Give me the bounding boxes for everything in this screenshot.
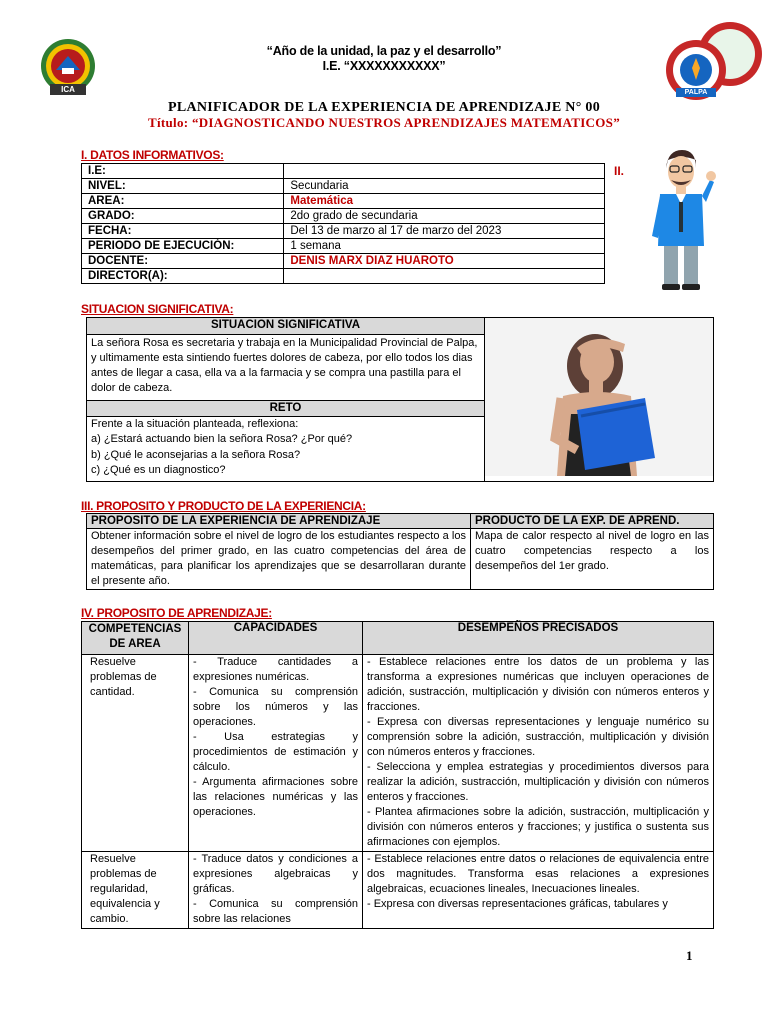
desempeno-item: - Plantea afirmaciones sobre la adición, sustracción, multiplicación y división con números enteros y fracciones; y justifica o sustenta sus afirmaciones con ejemplos. xyxy=(367,806,709,848)
info-key: DIRECTOR(A): xyxy=(82,269,284,284)
reto-line: Frente a la situación planteada, reflexiona: xyxy=(91,417,299,430)
capacidad-item: - Comunica su comprensión sobre las relaciones xyxy=(193,898,358,925)
desempeno-item: - Establece relaciones entre datos o relaciones de equivalencia entre dos magnitudes. Transforma esas relaciones a expresiones algebraicas, ecuaciones lineales, Inecuaciones lineales. xyxy=(367,853,709,895)
page-number: 1 xyxy=(686,948,693,963)
header-desempenos: DESEMPEÑOS PRECISADOS xyxy=(363,622,714,655)
header-competencias: COMPETENCIAS DE AREA xyxy=(82,622,189,655)
section2-side-label: II. xyxy=(614,164,625,178)
aprendizaje-table xyxy=(81,621,714,929)
capacidad-item: - Argumenta afirmaciones sobre las relaciones numéricas y las operaciones. xyxy=(193,776,358,818)
proposito-header: PROPOSITO DE LA EXPERIENCIA DE APRENDIZAJE xyxy=(87,514,471,529)
reto-header: RETO xyxy=(87,401,485,417)
reto-line: a) ¿Estará actuando bien la señora Rosa? ¿Por qué? xyxy=(91,433,353,446)
desempeno-item: - Expresa con diversas representaciones gráficas, tabulares y xyxy=(367,898,668,910)
subtitle-text: “DIAGNOSTICANDO NUESTROS APRENDIZAJES MATEMATICOS” xyxy=(191,115,620,130)
competencia-cell: Resuelve problemas de cantidad. xyxy=(82,655,189,852)
proposito-text: Obtener información sobre el nivel de logro de los estudiantes respecto a los desempeños del primer grado, en las cuatro competencias del área de matemáticas, para planificar los aprendizajes que se desarrollaran durante el presente año. xyxy=(87,529,471,590)
section2-heading: SITUACION SIGNIFICATIVA: xyxy=(81,302,234,316)
section1-heading: I. DATOS INFORMATIVOS: xyxy=(81,148,224,162)
producto-text: Mapa de calor respecto al nivel de logro en las cuatro competencias respecto a los desempeños del 1er grado. xyxy=(471,529,714,590)
capacidad-item: - Usa estrategias y procedimientos de estimación y cálculo. xyxy=(193,731,358,773)
document-title: PLANIFICADOR DE LA EXPERIENCIA DE APRENDIZAJE N° 00 xyxy=(167,100,600,115)
info-row xyxy=(82,269,605,284)
info-row xyxy=(82,209,605,224)
info-key: FECHA: xyxy=(82,224,284,239)
info-key: I.E: xyxy=(82,164,284,179)
reto-cell xyxy=(87,416,485,481)
table-row xyxy=(82,852,714,929)
capacidades-cell xyxy=(189,655,363,852)
document-subtitle xyxy=(0,115,768,131)
photo-cell xyxy=(485,318,714,482)
woman-headache-photo xyxy=(485,318,713,476)
section4-heading: IV. PROPOSITO DE APRENDIZAJE: xyxy=(81,606,272,620)
section3-heading: III. PROPOSITO Y PRODUCTO DE LA EXPERIENCIA: xyxy=(81,499,366,513)
info-row xyxy=(82,224,605,239)
producto-header: PRODUCTO DE LA EXP. DE APREND. xyxy=(471,514,714,529)
desempeno-item: - Establece relaciones entre los datos de un problema y las transforma a expresiones numéricas que incluyen operaciones de adición, sustracción, multiplicación y división con números enteros y fracciones. xyxy=(367,656,709,713)
proposito-table xyxy=(86,513,714,590)
info-value xyxy=(284,269,605,284)
info-key: NIVEL: xyxy=(82,179,284,194)
teacher-avatar xyxy=(646,146,716,296)
left-logo-label: ICA xyxy=(61,85,75,94)
info-row xyxy=(82,179,605,194)
desempeno-item: - Selecciona y emplea estrategias y procedimientos diversos para realizar la adición, sustracción, multiplicación y división con números enteros y fracciones. xyxy=(367,761,709,803)
info-key: DOCENTE: xyxy=(82,254,284,269)
desempeno-item: - Expresa con diversas representaciones y lenguaje numérico su comprensión sobre la adición, sustracción, multiplicación y división con números enteros y fracciones. xyxy=(367,716,709,758)
info-key: AREA: xyxy=(82,194,284,209)
info-key: PERIODO DE EJECUCIÓN: xyxy=(82,239,284,254)
reto-line: c) ¿Qué es un diagnostico? xyxy=(91,464,226,477)
subtitle-label: Título: xyxy=(147,115,189,130)
info-value: Del 13 de marzo al 17 de marzo del 2023 xyxy=(284,224,605,239)
situacion-header: SITUACION SIGNIFICATIVA xyxy=(87,318,485,335)
capacidad-item: - Comunica su comprensión sobre los números y las operaciones. xyxy=(193,686,358,728)
capacidad-item: - Traduce datos y condiciones a expresiones algebraicas y gráficas. xyxy=(193,853,358,895)
info-row xyxy=(82,254,605,269)
info-value: Secundaria xyxy=(284,179,605,194)
competencia-cell: Resuelve problemas de regularidad, equivalencia y cambio. xyxy=(82,852,189,929)
info-row xyxy=(82,164,605,179)
desempenos-cell xyxy=(363,655,714,852)
table-row xyxy=(82,655,714,852)
info-value: 2do grado de secundaria xyxy=(284,209,605,224)
info-value: Matemática xyxy=(284,194,605,209)
school-code: I.E. “XXXXXXXXXXX” xyxy=(322,59,446,73)
capacidades-cell xyxy=(189,852,363,929)
desempenos-cell xyxy=(363,852,714,929)
capacidad-item: - Traduce cantidades a expresiones numéricas. xyxy=(193,656,358,683)
info-value: DENIS MARX DIAZ HUAROTO xyxy=(284,254,605,269)
situacion-table xyxy=(86,317,714,482)
info-key: GRADO: xyxy=(82,209,284,224)
header-capacidades: CAPACIDADES xyxy=(189,622,363,655)
info-row xyxy=(82,239,605,254)
situacion-text: La señora Rosa es secretaria y trabaja en la Municipalidad Provincial de Palpa, y ultimamente esta sintiendo fuertes dolores de cabeza, por ello todos los dias antes de llegar a casa, ella va a la farmacia y se compra una pastilla para el dolor de cabeza. xyxy=(87,334,485,400)
info-row xyxy=(82,194,605,209)
info-value: 1 semana xyxy=(284,239,605,254)
datos-informativos-table xyxy=(81,163,605,284)
reto-line: b) ¿Qué le aconsejarias a la señora Rosa? xyxy=(91,448,301,461)
motto: “Año de la unidad, la paz y el desarrollo” xyxy=(266,44,502,58)
info-value xyxy=(284,164,605,179)
right-logo-label: PALPA xyxy=(684,89,708,96)
